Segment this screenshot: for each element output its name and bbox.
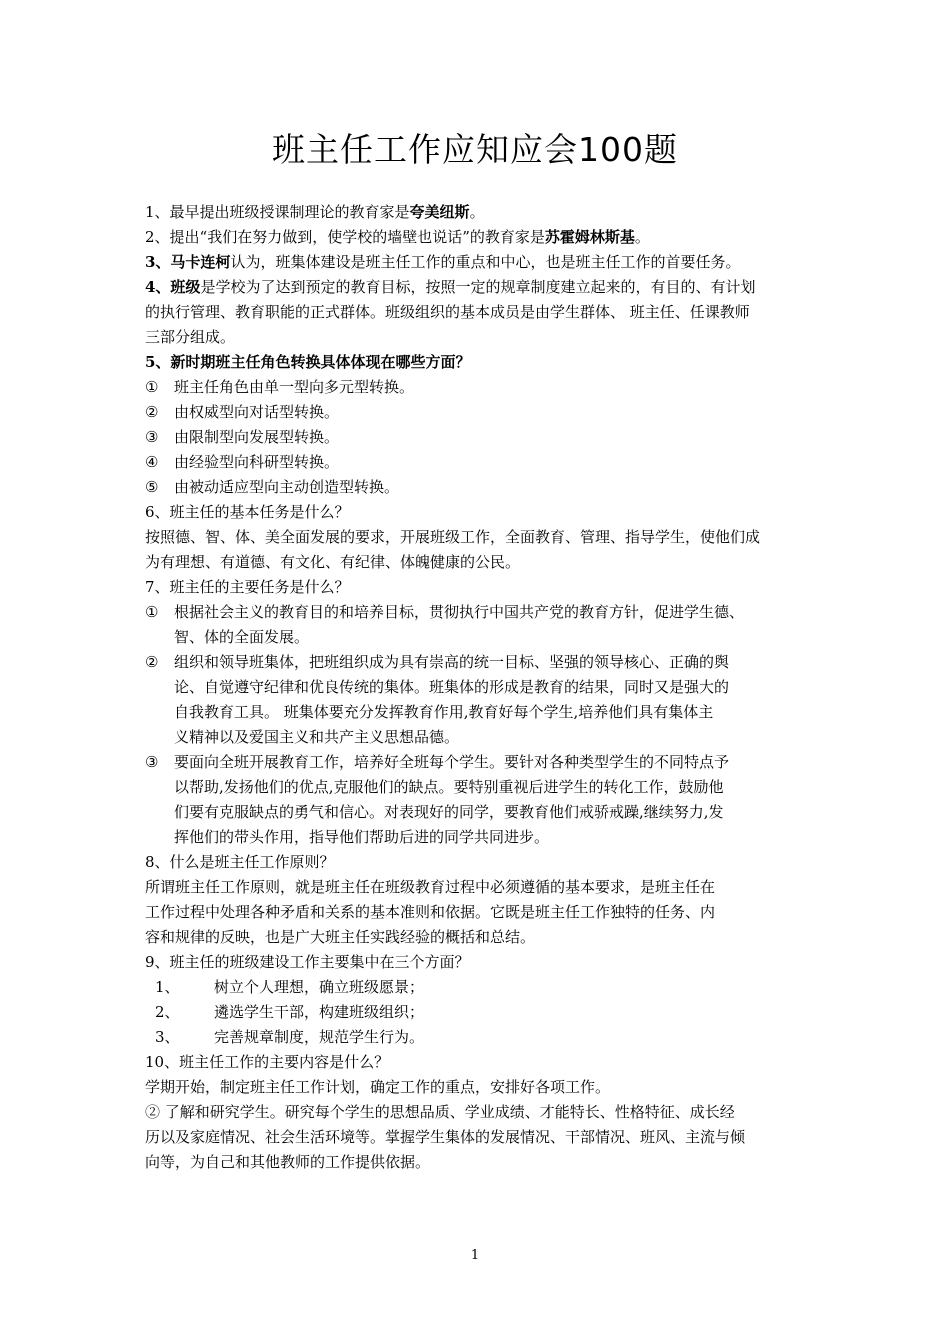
- question-9: 9、班主任的班级建设工作主要集中在三个方面？: [145, 953, 470, 971]
- question-5: 5、新时期班主任角色转换具体体现在哪些方面？: [145, 353, 471, 371]
- list-text: 由被动适应型向主动创造型转换。: [174, 478, 400, 496]
- question-2: [145, 225, 815, 250]
- list-item: [145, 400, 815, 425]
- list-item: [145, 425, 815, 450]
- q4-text: 是学校为了达到预定的教育目标，按照一定的规章制度建立起来的，有目的、有计划: [200, 278, 756, 296]
- q2-text: 2、提出“我们在努力做到，使学校的墙壁也说话”的教育家是: [145, 228, 545, 246]
- list-item: [145, 600, 815, 625]
- list-item: [145, 750, 815, 775]
- q1-punct: 。: [469, 203, 485, 221]
- q1-text: 1、最早提出班级授课制理论的教育家是: [145, 203, 410, 221]
- list-marker: ③: [145, 428, 159, 446]
- page-number: 1: [470, 1248, 480, 1263]
- list-text: 要面向全班开展教育工作，培养好全班每个学生。要针对各种类型学生的不同特点予: [174, 753, 730, 771]
- list-item: [145, 475, 815, 500]
- list-item: [145, 1000, 815, 1025]
- list-text: 遴选学生干部，构建班级组织；: [214, 1003, 425, 1021]
- list-marker: ⑤: [145, 478, 159, 496]
- list-text: 由权威型向对话型转换。: [174, 403, 340, 421]
- list-marker: ④: [145, 453, 159, 471]
- list-text: 完善规章制度，规范学生行为。: [214, 1028, 425, 1046]
- document-body: [145, 200, 815, 1175]
- list-continuation: 自我教育工具。 班集体要充分发挥教育作用,教育好每个学生,培养他们具有集体主: [174, 703, 714, 721]
- list-continuation: 智、体的全面发展。: [174, 628, 310, 646]
- q2-answer: 苏霍姆林斯基: [544, 228, 635, 246]
- paragraph-line: 工作过程中处理各种矛盾和关系的基本准则和依据。它既是班主任工作独特的任务、内: [145, 903, 716, 921]
- list-continuation: 们要有克服缺点的勇气和信心。对表现好的同学，要教育他们戒骄戒躁,继续努力,发: [174, 803, 724, 821]
- question-7: 7、班主任的主要任务是什么？: [145, 578, 350, 596]
- q1-answer: 夸美纽斯: [409, 203, 470, 221]
- question-3: [145, 250, 815, 275]
- list-marker: ③: [145, 753, 159, 771]
- list-item: [145, 450, 815, 475]
- question-1: [145, 200, 815, 225]
- question-8: 8、什么是班主任工作原则？: [145, 853, 335, 871]
- q3-answer: 3、马卡连柯: [145, 253, 231, 271]
- list-continuation: 以帮助,发扬他们的优点,克服他们的缺点。要特别重视后进学生的转化工作，鼓励他: [174, 778, 724, 796]
- list-text: 由限制型向发展型转换。: [174, 428, 340, 446]
- list-marker: 3、: [155, 1028, 180, 1046]
- list-continuation: 论、自觉遵守纪律和优良传统的集体。班集体的形成是教育的结果，同时又是强大的: [174, 678, 730, 696]
- list-text: 树立个人理想，确立班级愿景；: [214, 978, 425, 996]
- list-item: [145, 375, 815, 400]
- paragraph-line: 的执行管理、教育职能的正式群体。班级组织的基本成员是由学生群体、 班主任、任课教师: [145, 303, 750, 321]
- question-4: [145, 275, 815, 300]
- question-6: 6、班主任的基本任务是什么？: [145, 503, 350, 521]
- list-text: 班主任角色由单一型向多元型转换。: [174, 378, 415, 396]
- paragraph-line: 历以及家庭情况、社会生活环境等。掌握学生集体的发展情况、干部情况、班风、主流与倾: [145, 1128, 746, 1146]
- list-marker: ①: [145, 378, 159, 396]
- paragraph-line: 向等，为自己和其他教师的工作提供依据。: [145, 1153, 431, 1171]
- list-text: 组织和领导班集体，把班组织成为具有崇高的统一目标、坚强的领导核心、正确的舆: [174, 653, 730, 671]
- paragraph-line: 学期开始，制定班主任工作计划，确定工作的重点，安排好各项工作。: [145, 1078, 611, 1096]
- list-item: [145, 650, 815, 675]
- paragraph-line: 容和规律的反映，也是广大班主任实践经验的概括和总结。: [145, 928, 536, 946]
- paragraph-line: 按照德、智、体、美全面发展的要求，开展班级工作，全面教育、管理、指导学生，使他们成: [145, 528, 761, 546]
- list-continuation: 挥他们的带头作用，指导他们帮助后进的同学共同进步。: [174, 828, 550, 846]
- q3-text: 认为，班集体建设是班主任工作的重点和中心，也是班主任工作的首要任务。: [230, 253, 741, 271]
- list-text: 由经验型向科研型转换。: [174, 453, 340, 471]
- paragraph-line: 所谓班主任工作原则，就是班主任在班级教育过程中必须遵循的基本要求，是班主任在: [145, 878, 716, 896]
- paragraph-line: 为有理想、有道德、有文化、有纪律、体魄健康的公民。: [145, 553, 521, 571]
- page-title: 班主任工作应知应会100题: [272, 130, 678, 169]
- list-marker: 2、: [155, 1003, 180, 1021]
- list-marker: ②: [145, 403, 159, 421]
- list-marker: 1、: [155, 978, 180, 996]
- paragraph-line: ② 了解和研究学生。研究每个学生的思想品质、学业成绩、才能特长、性格特征、成长经: [145, 1103, 735, 1121]
- list-marker: ①: [145, 603, 159, 621]
- list-continuation: 义精神以及爱国主义和共产主义思想品德。: [174, 728, 460, 746]
- question-10: 10、班主任工作的主要内容是什么？: [145, 1053, 390, 1071]
- list-marker: ②: [145, 653, 159, 671]
- q4-term: 4、班级: [145, 278, 201, 296]
- list-item: [145, 1025, 815, 1050]
- q2-punct: 。: [634, 228, 650, 246]
- paragraph-line: 三部分组成。: [145, 328, 236, 346]
- list-item: [145, 975, 815, 1000]
- list-text: 根据社会主义的教育目的和培养目标，贯彻执行中国共产党的教育方针，促进学生德、: [174, 603, 745, 621]
